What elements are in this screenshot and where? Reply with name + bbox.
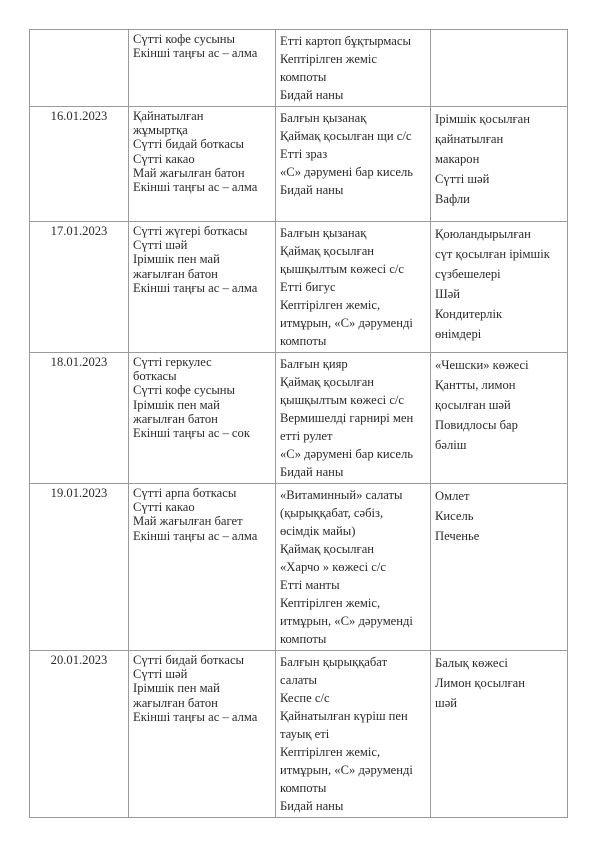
lunch-item: Етті бигус xyxy=(280,280,336,294)
dinner-cell xyxy=(431,353,568,484)
breakfast-item: Сүтті бидай боткасы xyxy=(133,653,244,667)
lunch-item: «С» дәрумені бар кисель xyxy=(280,447,414,461)
breakfast-item: Ірімшік пен май xyxy=(133,252,220,267)
lunch-cell xyxy=(276,222,431,353)
dinner-item: Печенье xyxy=(435,529,480,543)
breakfast-item: Май жағылған батон xyxy=(133,165,245,180)
breakfast-cell xyxy=(129,651,276,818)
date-cell: 17.01.2023 xyxy=(30,222,129,353)
lunch-item: қышқылтым көжесі с/с xyxy=(280,393,404,407)
lunch-cell xyxy=(276,30,431,107)
lunch-item: Вермишелді гарнирі мен xyxy=(280,411,414,425)
dinner-cell xyxy=(431,484,568,651)
dinner-item: Кондитерлік xyxy=(435,307,503,321)
lunch-item: «С» дәрумені бар кисель xyxy=(280,165,414,179)
dinner-item: Лимон қосылған xyxy=(435,676,525,690)
breakfast-item: Сүтті геркулес xyxy=(133,355,212,369)
lunch-item: Кептірілген жеміс, xyxy=(280,745,381,759)
dinner-item: Повидлосы бар xyxy=(435,418,518,432)
lunch-item: Қаймақ қосылған щи с/с xyxy=(280,129,412,143)
menu-row xyxy=(30,222,568,353)
dinner-item: макарон xyxy=(435,152,480,166)
lunch-item: компоты xyxy=(280,632,327,646)
lunch-item: етті рулет xyxy=(280,429,333,443)
menu-row xyxy=(30,484,568,651)
dinner-cell xyxy=(431,30,568,107)
lunch-item: Кептірілген жеміс, xyxy=(280,298,381,312)
date-cell: 18.01.2023 xyxy=(30,353,129,484)
breakfast-item: Екінші таңғы ас – алма xyxy=(133,528,258,543)
breakfast-item: Екінші таңғы ас – сок xyxy=(133,426,250,441)
lunch-item: өсімдік майы) xyxy=(280,524,356,538)
breakfast-item: Екінші таңғы ас – алма xyxy=(133,46,258,61)
menu-row xyxy=(30,107,568,222)
dinner-item: Қантты, лимон xyxy=(435,378,516,392)
breakfast-item: Екінші таңғы ас – алма xyxy=(133,709,258,724)
lunch-item: Қаймақ қосылған xyxy=(280,542,375,556)
dinner-item: Балық көжесі xyxy=(435,656,508,670)
breakfast-item: Сүтті какао xyxy=(133,151,195,166)
breakfast-cell xyxy=(129,484,276,651)
breakfast-item: Сүтті жүгері боткасы xyxy=(133,224,248,238)
breakfast-cell xyxy=(129,30,276,107)
lunch-item: Етті манты xyxy=(280,578,340,592)
dinner-item: өнімдері xyxy=(435,327,482,341)
dinner-item: Қоюландырылған xyxy=(435,227,531,241)
lunch-item: Қаймақ қосылған xyxy=(280,375,375,389)
lunch-item: Бидай наны xyxy=(280,465,344,479)
breakfast-item: Ірімшік пен май xyxy=(133,397,220,412)
menu-row xyxy=(30,30,568,107)
lunch-item: итмұрын, «С» дәруменді xyxy=(280,614,413,628)
breakfast-item: Сүтті бидай боткасы xyxy=(133,137,244,152)
lunch-item: Қайнатылған күріш пен xyxy=(280,709,408,723)
lunch-item: «Витаминный» салаты xyxy=(280,488,403,502)
date-cell: 16.01.2023 xyxy=(30,107,129,222)
breakfast-item: Сүтті кофе сусыны xyxy=(133,383,235,398)
lunch-item: Қаймақ қосылған xyxy=(280,244,375,258)
breakfast-item: жағылған батон xyxy=(133,411,218,426)
breakfast-item: Сүтті шәй xyxy=(133,667,188,682)
date-cell xyxy=(30,30,129,107)
lunch-item: «Харчо » көжесі с/с xyxy=(280,560,386,574)
breakfast-item: Сүтті какао xyxy=(133,500,195,515)
dinner-item: бәліш xyxy=(435,438,467,452)
lunch-cell xyxy=(276,651,431,818)
dinner-item: қосылған шәй xyxy=(435,398,511,412)
lunch-item: Балғын қырыққабат xyxy=(280,655,388,669)
dinner-item: Ірімшік қосылған xyxy=(435,112,530,126)
breakfast-cell xyxy=(129,107,276,222)
breakfast-item: жағылған батон xyxy=(133,695,218,710)
menu-table-body xyxy=(30,30,568,818)
breakfast-item: Сүтті шәй xyxy=(133,238,188,253)
lunch-item: Балғын қызанақ xyxy=(280,226,367,240)
lunch-item: Балғын қияр xyxy=(280,357,348,371)
lunch-item: Бидай наны xyxy=(280,88,344,102)
breakfast-item: Май жағылған багет xyxy=(133,514,243,529)
breakfast-item: жағылған батон xyxy=(133,266,218,281)
dinner-item: Шәй xyxy=(435,287,461,301)
dinner-cell xyxy=(431,107,568,222)
lunch-item: итмұрын, «С» дәруменді xyxy=(280,763,413,777)
dinner-item: қайнатылған xyxy=(435,132,504,146)
lunch-item: (қырыққабат, сәбіз, xyxy=(280,506,384,520)
dinner-item: Омлет xyxy=(435,489,470,503)
date-cell: 19.01.2023 xyxy=(30,484,129,651)
lunch-item: Бидай наны xyxy=(280,799,344,813)
lunch-item: салаты xyxy=(280,673,317,687)
lunch-cell xyxy=(276,484,431,651)
dinner-cell xyxy=(431,222,568,353)
dinner-cell xyxy=(431,651,568,818)
lunch-item: тауық еті xyxy=(280,727,330,741)
dinner-item: Вафли xyxy=(435,192,470,206)
dinner-item: шәй xyxy=(435,696,458,710)
dinner-item: Сүтті шәй xyxy=(435,172,490,186)
lunch-item: компоты xyxy=(280,70,327,84)
breakfast-item: Қайнатылған xyxy=(133,109,204,123)
breakfast-cell xyxy=(129,222,276,353)
dinner-item: Кисель xyxy=(435,509,474,523)
lunch-cell xyxy=(276,353,431,484)
menu-row xyxy=(30,353,568,484)
menu-table xyxy=(29,29,568,818)
lunch-item: итмұрын, «С» дәруменді xyxy=(280,316,413,330)
lunch-item: Кеспе с/с xyxy=(280,691,330,705)
lunch-cell xyxy=(276,107,431,222)
breakfast-item: боткасы xyxy=(133,369,177,384)
breakfast-item: Сүтті арпа боткасы xyxy=(133,486,237,500)
dinner-item: сүзбешелері xyxy=(435,267,501,281)
breakfast-item: Сүтті кофе сусыны xyxy=(133,32,235,46)
breakfast-cell xyxy=(129,353,276,484)
lunch-item: компоты xyxy=(280,334,327,348)
lunch-item: Кептірілген жеміс xyxy=(280,52,377,66)
lunch-item: Балғын қызанақ xyxy=(280,111,367,125)
lunch-item: Кептірілген жеміс, xyxy=(280,596,381,610)
lunch-item: қышқылтым көжесі с/с xyxy=(280,262,404,276)
breakfast-item: Ірімшік пен май xyxy=(133,681,220,696)
dinner-item: сүт қосылған ірімшік xyxy=(435,247,550,261)
breakfast-item: Екінші таңғы ас – алма xyxy=(133,280,258,295)
lunch-item: Бидай наны xyxy=(280,183,344,197)
lunch-item: Етті картоп бұқтырмасы xyxy=(280,34,411,48)
dinner-item: «Чешски» көжесі xyxy=(435,358,529,372)
lunch-item: компоты xyxy=(280,781,327,795)
lunch-item: Етті зраз xyxy=(280,147,328,161)
menu-row xyxy=(30,651,568,818)
breakfast-item: Екінші таңғы ас – алма xyxy=(133,180,258,195)
breakfast-item: жұмыртқа xyxy=(133,123,188,138)
date-cell: 20.01.2023 xyxy=(30,651,129,818)
